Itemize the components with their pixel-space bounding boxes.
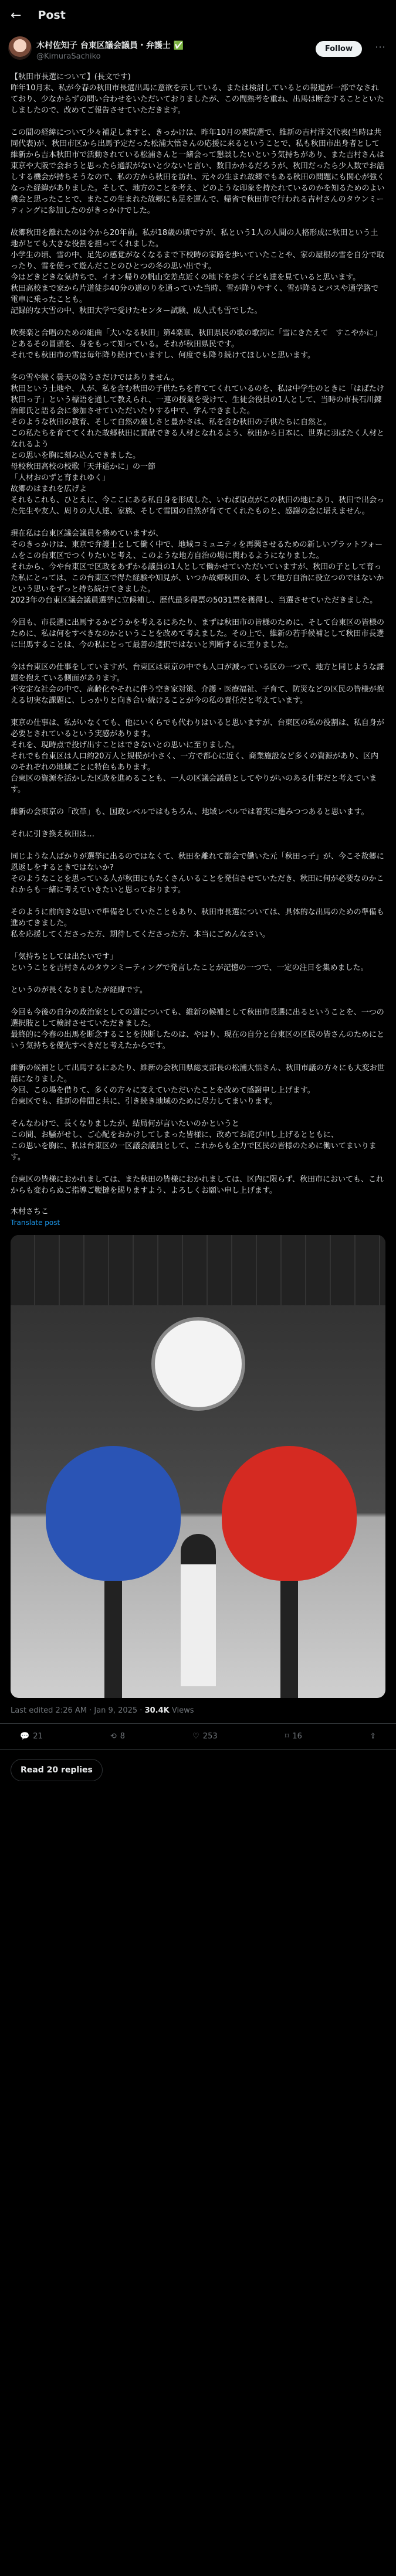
post-paragraph: 【秋田市長選について】(長文です) 昨年10月末、私が今春の秋田市長選出馬に意欲を示している、または検討しているとの報道が一部でなされており、少なからずの問い合わせをいただいておりましたが、この間熟考を重ね、出馬は断念することといたしましたので、改めてご報告させていただきます。 xyxy=(11,73,385,115)
repost-icon: ⟲ xyxy=(110,1732,117,1741)
author-row xyxy=(0,30,396,66)
ceiling-shape xyxy=(11,1235,385,1305)
bookmark-icon: ⌑ xyxy=(285,1732,289,1741)
like-count: 253 xyxy=(202,1732,218,1741)
author-name[interactable]: 木村佐知子 台東区議会議員・弁護士 ✅ xyxy=(36,40,184,50)
post-paragraph: そのように前向きな思いで準備をしていたこともあり、秋田市長選については、具体的な出馬のための準備も進めてきました。 私を応援してくださった方、期待してくださった方、本当にごめんなさい。 xyxy=(11,908,384,939)
avatar[interactable] xyxy=(8,36,32,60)
like-icon: ♡ xyxy=(192,1732,199,1741)
like-button[interactable] xyxy=(192,1732,217,1741)
reply-icon: 💬 xyxy=(20,1732,30,1741)
bookmark-count: 16 xyxy=(292,1732,302,1741)
arrow-left-icon[interactable]: ← xyxy=(11,8,22,23)
post-paragraph: 「気持ちとしては出たいです」 ということを吉村さんのタウンミーティングで発言したことが記憶の一つで、一定の注目を集めました。 xyxy=(11,952,368,972)
post-paragraph: 維新の候補として出馬するにあたり、維新の会秋田県総支部長の松浦大悟さん、秋田市議の方々にも大変お世話になりました。 今回、この場を借りて、多くの方々に支えていただいたことを改めて感謝申し上げます。 台東区でも、維新の仲間と共に、引き続き地域のために尽力してまいります。 xyxy=(11,1064,385,1106)
post-body xyxy=(0,66,396,1227)
repost-button[interactable] xyxy=(110,1732,125,1741)
read-replies-button[interactable]: Read 20 replies xyxy=(11,1759,103,1781)
post-paragraph: この間の経緯について少々補足しますと、きっかけは、昨年10月の衆院選で、維新の吉村洋文代表(当時は共同代表)が、秋田市区から出馬予定だった松浦大悟さんの応援に来るということで、私も秋田市出身者として維新から吉本秋田市で活動されている松浦さんと一緒会って懇談したいという気持ちがあり、また吉村さんは東京や大阪で会おうと思ったら通訳がないと少ないと言い、数日かかるだろうが、秋田だったら少人数でお話しする機会が持ちそうなので、私の方から秋田を訪れ、元々の生まれ故郷でもある秋田の問題にも関心が強くなった経緯がありました。そして、地方のことを考え、どのような印象を持たれているのかを知るためのよい機会と思ったことで、またこの生まれた故郷にも足を運んで、帰省で秋田市で行われる吉村さんのタウンミーティングに参加したのがきっかけでした。 xyxy=(11,128,385,215)
more-icon[interactable]: ⋯ xyxy=(375,41,385,53)
views-label: Views xyxy=(169,1706,194,1715)
mask-stand xyxy=(280,1581,298,1698)
post-paragraph: そんなわけで、長くなりましたが、結局何が言いたいのかというと この間、お騒がせし、ご心配をおかけしてしまった皆様に、改めてお詫び申し上げるとともに、 この思いを胸に、私は台東区の一区議会議員として、これからも全力で区民の皆様のために働いてまいります。 xyxy=(11,1119,377,1162)
timestamp[interactable]: Last edited 2:26 AM · Jan 9, 2025 · xyxy=(11,1706,145,1715)
mask-stand xyxy=(104,1581,122,1698)
post-paragraph: 故郷秋田を離れたのは今から20年前。私が18歳の頃ですが、私という1人の人間の人格形成に秋田という土地がとても大きな役割を担ってくれました。 小学生の頃、雪の中、足先の感覚がなくなるまで下校時の家路を歩いていたことや、家の屋根の雪を自分で取ったり、雪を使って遊んだことのひとつの冬の思い出です。 今はどきどきな気持ちで、イオン帰りの帆山交差点近くの地下を歩く子ども達を見ていると思います。 秋田高校まで家から片道徒歩40分の道のりを通っていた当時、雪が降りやすく、雪が降るとバスや通学路で電車に乗ったことも。 記録的な大雪の中、秋田大学で受けたセンター試験、成人式も雪でした。 xyxy=(11,229,384,315)
repost-count: 8 xyxy=(120,1732,126,1741)
share-button[interactable] xyxy=(370,1732,376,1741)
bookmark-button[interactable] xyxy=(285,1732,302,1741)
share-icon: ⇪ xyxy=(370,1732,376,1741)
follow-button[interactable]: Follow xyxy=(316,41,362,57)
post-paragraph: 同じような人ばかりが選挙に出るのではなくて、秋田を離れて都会で働いた元「秋田っ子」が、今こそ故郷に恩返しをするときではないか? そのようなことを思っている人が秋田にもたくさんいることを発信させていただき、秋田に何が必要なのかこれからも一緒に考えていきたいと思っております。 xyxy=(11,852,384,894)
author-handle[interactable]: @KimuraSachiko xyxy=(36,52,101,61)
top-bar xyxy=(0,0,396,30)
post-paragraph: 今回も、市長選に出馬するかどうかを考えるにあたり、まずは秋田市の皆様のために、そして台東区の皆様のために、私は何をすべきなのかということを改めて考えました。その上で、維新の若手候補として秋田市長選に出馬することは、今の私にとって最善の選択ではないと判断するに至りました。 xyxy=(11,618,385,649)
post-paragraph: 今回も今後の自分の政治家としての道についても、維新の候補として秋田市長選に出るということを、一つの選択肢として検討させていただきました。 最終的に今春の出馬を断念することを決断したのは、やはり、現在の自分と台東区の区民の皆さんのためにという気持ちを優先すべきだと考えたからです。 xyxy=(11,1008,385,1050)
post-paragraph: 今は台東区の仕事をしていますが、台東区は東京の中でも人口が減っている区の一つで、地方と同じような課題を抱えている側面があります。 不安定な社会の中で、高齢化やそれに伴う空き家対策、介護・医療福祉、子育て、防災などの区民の皆様が抱える切実な課題に、しっかりと向き合い続けることが今の私の責任だと考えています。 xyxy=(11,663,384,705)
signature: 木村さちこ xyxy=(11,1207,49,1216)
page-title: Post xyxy=(38,9,66,22)
action-bar xyxy=(0,1724,396,1750)
post-paragraph: というのが長くなりましたが経緯です。 xyxy=(11,986,147,995)
red-namahage-mask xyxy=(222,1446,357,1581)
clock-shape xyxy=(151,1317,245,1411)
post-paragraph: 維新の会東京の「改革」も、国政レベルではもちろん、地域レベルでは着実に進みつつあると思います。 xyxy=(11,808,369,816)
post-paragraph: 東京の仕事は、私がいなくても、他にいくらでも代わりはいると思いますが、台東区の私の役割は、私自身が必要とされているという実感があります。 それを、現時点で投げ出すことはできないとの思いに至りました。 それでも台東区は人口約20万人と規模が小さく、一方で都心に近く、商業施設など多くの資源があり、区内のそれぞれの地域ごとに特色もあります。 台東区の資源を活かした区政を進めることも、一人の区議会議員としてやりがいのある仕事だと考えています。 xyxy=(11,719,384,794)
post-paragraph: 現在私は台東区議会議員を務めていますが、 そのきっかけは、東京で弁護士として働く中で、地域コミュニティを再興させるための新しいプラットフォームをこの台東区でつくりたいと考え、このような地方自治の場に関わるようになりました。 それから、今や台東区で区政をあずかる議員の1人として働かせていただいていますが、秋田の子として育った私にとっては、この台東区で得た経験や知見が、いつか故郷秋田の、そして地方自治に役立つのではないかという思いをずっと持ち続けてきました。 2023年の台東区議会議員選挙に立候補し、歴代最多得票の5031票を獲得し、当選させていただきました。 xyxy=(11,529,384,605)
translate-link[interactable]: Translate post xyxy=(11,1219,60,1227)
post-paragraph: 吹奏楽と合唱のための組曲「大いなる秋田」第4楽章、秋田県民の歌の歌詞に「雪にきたえて すこやかに」とあるその冒頭を、身をもって知っている。それが秋田県民です。 それでも秋田市の雪は毎年降り続けていますし、何度でも降り続けてほしいと思います。 xyxy=(11,329,382,360)
reply-count: 21 xyxy=(33,1732,43,1741)
post-paragraph: 冬の雪や続く曇天の陰うさだけではありません。 秋田という土地や、人が、私を含む秋田の子供たちを育ててくれているのを、私は中学生のときに「はばたけ秋田っ子」という標語を通して教えられ、一連の授業を受けて、生徒会役員の1人として、当時の市長石川錬治郎氏と語る会に参加させていただいたりする中で、学んできました。 そのような秋田の教育、そして自然の厳しさと豊かさは、私を含む秋田の子供たちに自然と。 この私たちを育ててくれた故郷秋田に貢献できる人材となれるよう、秋田から日本に、世界に羽ばたく人材となれるよう との思いを胸に刻み込んできました。 母校秋田高校の校歌「天井遥かに」の一節 「人材おのずと育まれゆく」 故郷のはまれを広げよ それもこれも、ひとえに、今ここにある私自身を形成した、いわば原点がこの秋田の地にあり、秋田で出会った先生や友人、周りの大人達、家族、そして雪国の自然が育ててくれたものと、感謝の念に堪えません。 xyxy=(11,373,385,516)
reply-button[interactable] xyxy=(20,1732,43,1741)
post-paragraph: それに引き換え秋田は… xyxy=(11,830,95,839)
views-count: 30.4K xyxy=(144,1706,170,1715)
person-figure xyxy=(181,1534,216,1686)
blue-namahage-mask xyxy=(46,1446,181,1581)
post-photo[interactable] xyxy=(11,1235,385,1698)
post-meta xyxy=(0,1698,396,1724)
post-paragraph: 台東区の皆様におかれましては、また秋田の皆様におかれましては、区内に限らず、秋田市においても、これからも変わらぬご指導ご鞭撻を賜りますよう、よろしくお願い申し上げます。 xyxy=(11,1175,384,1195)
